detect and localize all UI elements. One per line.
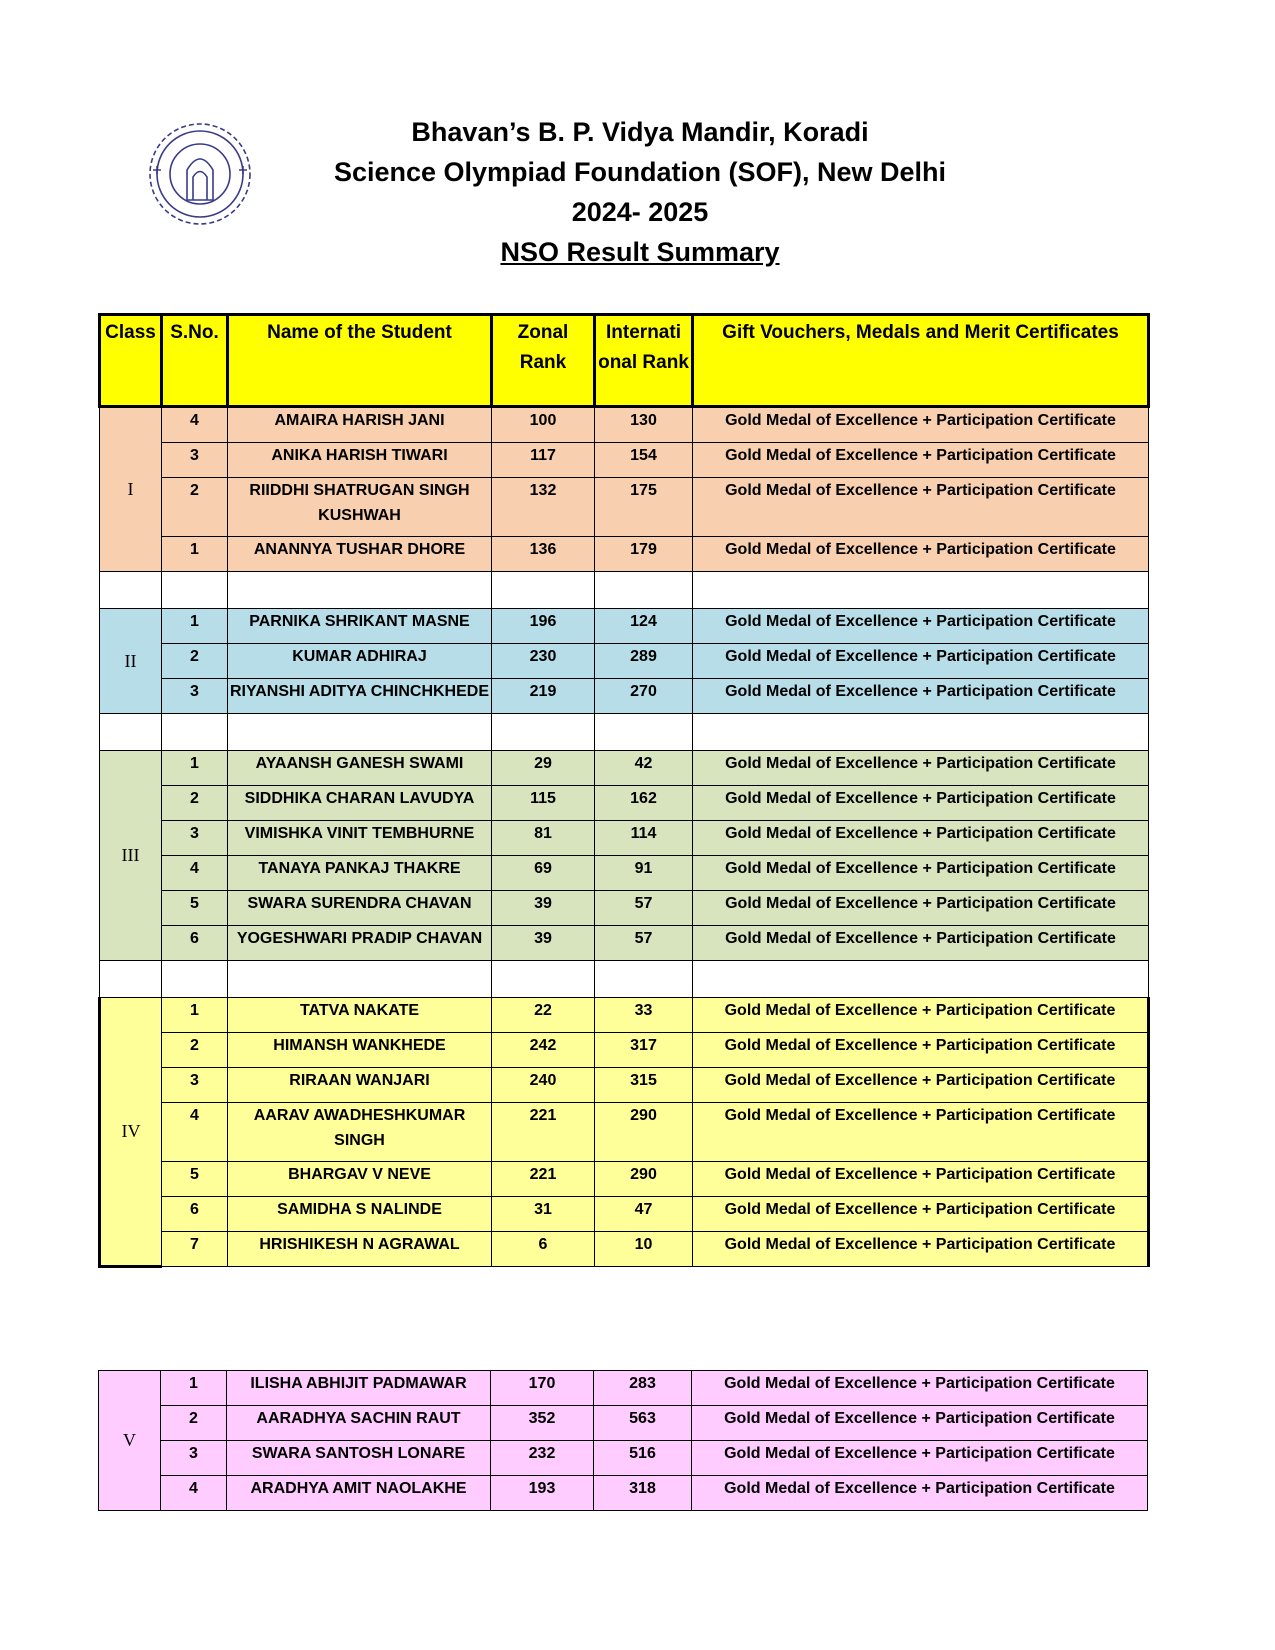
- table-row: [100, 998, 1149, 1033]
- table-row: [100, 1103, 1149, 1162]
- table-row: [100, 679, 1149, 714]
- zonal-rank: 115: [492, 786, 595, 821]
- table-row: [100, 751, 1149, 786]
- zonal-rank: 221: [492, 1103, 595, 1162]
- zonal-rank: 170: [491, 1371, 594, 1406]
- table-row: [100, 1197, 1149, 1232]
- student-name: RIRAAN WANJARI: [228, 1068, 492, 1103]
- zonal-rank: 232: [491, 1441, 594, 1476]
- award: Gold Medal of Excellence + Participation Certificate: [692, 1406, 1148, 1441]
- student-name: KUMAR ADHIRAJ: [228, 644, 492, 679]
- header-row: [100, 315, 1149, 407]
- international-rank: 289: [595, 644, 693, 679]
- international-rank: 91: [595, 856, 693, 891]
- zonal-rank: 39: [492, 926, 595, 961]
- serial-number: 3: [162, 1068, 228, 1103]
- serial-number: 1: [162, 998, 228, 1033]
- student-name: ANANNYA TUSHAR DHORE: [228, 537, 492, 572]
- serial-number: 2: [162, 644, 228, 679]
- award: Gold Medal of Excellence + Participation Certificate: [692, 1476, 1148, 1511]
- serial-number: 1: [161, 1371, 227, 1406]
- student-name: TATVA NAKATE: [228, 998, 492, 1033]
- serial-number: 4: [162, 407, 228, 443]
- international-rank: 175: [595, 478, 693, 537]
- table-row: [100, 891, 1149, 926]
- zonal-rank: 81: [492, 821, 595, 856]
- zonal-rank: 69: [492, 856, 595, 891]
- serial-number: 6: [162, 926, 228, 961]
- international-rank: 42: [595, 751, 693, 786]
- column-header-name: Name of the Student: [228, 315, 492, 407]
- international-rank: 162: [595, 786, 693, 821]
- column-header-zonal-rank: Zonal Rank: [492, 315, 595, 407]
- international-rank: 124: [595, 609, 693, 644]
- school-emblem-icon: [135, 122, 265, 226]
- zonal-rank: 29: [492, 751, 595, 786]
- results-table-class-v: [98, 1370, 1148, 1511]
- zonal-rank: 6: [492, 1232, 595, 1267]
- zonal-rank: 31: [492, 1197, 595, 1232]
- international-rank: 154: [595, 443, 693, 478]
- serial-number: 1: [162, 609, 228, 644]
- international-rank: 516: [594, 1441, 692, 1476]
- student-name: RIIDDHI SHATRUGAN SINGH KUSHWAH: [228, 478, 492, 537]
- international-rank: 270: [595, 679, 693, 714]
- international-rank: 317: [595, 1033, 693, 1068]
- column-header-class: Class: [100, 315, 162, 407]
- spacer-row: [100, 961, 1149, 998]
- column-header-international-rank: Internati onal Rank: [595, 315, 693, 407]
- table-row: [100, 1068, 1149, 1103]
- student-name: AARAV AWADHESHKUMAR SINGH: [228, 1103, 492, 1162]
- student-name: SWARA SURENDRA CHAVAN: [228, 891, 492, 926]
- student-name: AARADHYA SACHIN RAUT: [227, 1406, 491, 1441]
- document-header: [300, 112, 980, 272]
- class-label: III: [100, 751, 162, 961]
- table-row: [100, 609, 1149, 644]
- award: Gold Medal of Excellence + Participation Certificate: [693, 786, 1149, 821]
- spacer-row: [100, 572, 1149, 609]
- table-row: [100, 856, 1149, 891]
- student-name: ILISHA ABHIJIT PADMAWAR: [227, 1371, 491, 1406]
- award: Gold Medal of Excellence + Participation Certificate: [693, 537, 1149, 572]
- award: Gold Medal of Excellence + Participation Certificate: [693, 891, 1149, 926]
- column-header-sno: S.No.: [162, 315, 228, 407]
- zonal-rank: 242: [492, 1033, 595, 1068]
- table-row: [100, 644, 1149, 679]
- academic-year: 2024- 2025: [571, 197, 709, 227]
- serial-number: 3: [162, 821, 228, 856]
- spacer-row: [100, 714, 1149, 751]
- international-rank: 130: [595, 407, 693, 443]
- table-row: [99, 1371, 1148, 1406]
- student-name: HRISHIKESH N AGRAWAL: [228, 1232, 492, 1267]
- serial-number: 4: [162, 856, 228, 891]
- student-name: AYAANSH GANESH SWAMI: [228, 751, 492, 786]
- class-label: V: [99, 1371, 161, 1511]
- table-row: [99, 1441, 1148, 1476]
- serial-number: 2: [162, 478, 228, 537]
- serial-number: 5: [162, 1162, 228, 1197]
- serial-number: 5: [162, 891, 228, 926]
- serial-number: 1: [162, 537, 228, 572]
- table-row: [100, 1162, 1149, 1197]
- award: Gold Medal of Excellence + Participation Certificate: [693, 1232, 1149, 1267]
- student-name: AMAIRA HARISH JANI: [228, 407, 492, 443]
- zonal-rank: 136: [492, 537, 595, 572]
- award: Gold Medal of Excellence + Participation Certificate: [693, 1197, 1149, 1232]
- award: Gold Medal of Excellence + Participation Certificate: [693, 926, 1149, 961]
- serial-number: 3: [161, 1441, 227, 1476]
- award: Gold Medal of Excellence + Participation Certificate: [693, 644, 1149, 679]
- class-label: I: [100, 407, 162, 572]
- table-row: [100, 1232, 1149, 1267]
- award: Gold Medal of Excellence + Participation Certificate: [693, 751, 1149, 786]
- serial-number: 2: [161, 1406, 227, 1441]
- zonal-rank: 100: [492, 407, 595, 443]
- award: Gold Medal of Excellence + Participation Certificate: [693, 609, 1149, 644]
- zonal-rank: 196: [492, 609, 595, 644]
- zonal-rank: 221: [492, 1162, 595, 1197]
- serial-number: 6: [162, 1197, 228, 1232]
- award: Gold Medal of Excellence + Participation Certificate: [692, 1371, 1148, 1406]
- award: Gold Medal of Excellence + Participation Certificate: [693, 821, 1149, 856]
- award: Gold Medal of Excellence + Participation Certificate: [693, 1033, 1149, 1068]
- zonal-rank: 352: [491, 1406, 594, 1441]
- student-name: HIMANSH WANKHEDE: [228, 1033, 492, 1068]
- student-name: VIMISHKA VINIT TEMBHURNE: [228, 821, 492, 856]
- award: Gold Medal of Excellence + Participation Certificate: [692, 1441, 1148, 1476]
- international-rank: 47: [595, 1197, 693, 1232]
- table-row: [100, 926, 1149, 961]
- column-header-awards: Gift Vouchers, Medals and Merit Certificates: [693, 315, 1149, 407]
- award: Gold Medal of Excellence + Participation Certificate: [693, 443, 1149, 478]
- class-label: II: [100, 609, 162, 714]
- international-rank: 563: [594, 1406, 692, 1441]
- zonal-rank: 230: [492, 644, 595, 679]
- student-name: ARADHYA AMIT NAOLAKHE: [227, 1476, 491, 1511]
- serial-number: 4: [162, 1103, 228, 1162]
- student-name: SIDDHIKA CHARAN LAVUDYA: [228, 786, 492, 821]
- foundation-name: Science Olympiad Foundation (SOF), New Delhi: [333, 157, 947, 187]
- summary-title: NSO Result Summary: [500, 237, 780, 267]
- table-row: [100, 478, 1149, 537]
- serial-number: 3: [162, 679, 228, 714]
- student-name: RIYANSHI ADITYA CHINCHKHEDE: [228, 679, 492, 714]
- award: Gold Medal of Excellence + Participation Certificate: [693, 1068, 1149, 1103]
- award: Gold Medal of Excellence + Participation Certificate: [693, 1162, 1149, 1197]
- student-name: PARNIKA SHRIKANT MASNE: [228, 609, 492, 644]
- student-name: YOGESHWARI PRADIP CHAVAN: [228, 926, 492, 961]
- table-row: [100, 821, 1149, 856]
- serial-number: 2: [162, 786, 228, 821]
- international-rank: 114: [595, 821, 693, 856]
- table-row: [100, 443, 1149, 478]
- zonal-rank: 132: [492, 478, 595, 537]
- student-name: TANAYA PANKAJ THAKRE: [228, 856, 492, 891]
- student-name: ANIKA HARISH TIWARI: [228, 443, 492, 478]
- student-name: SAMIDHA S NALINDE: [228, 1197, 492, 1232]
- class-label: IV: [100, 998, 162, 1267]
- international-rank: 10: [595, 1232, 693, 1267]
- award: Gold Medal of Excellence + Participation Certificate: [693, 679, 1149, 714]
- award: Gold Medal of Excellence + Participation Certificate: [693, 478, 1149, 537]
- international-rank: 290: [595, 1103, 693, 1162]
- zonal-rank: 219: [492, 679, 595, 714]
- international-rank: 57: [595, 891, 693, 926]
- student-name: BHARGAV V NEVE: [228, 1162, 492, 1197]
- serial-number: 7: [162, 1232, 228, 1267]
- table-row: [100, 786, 1149, 821]
- zonal-rank: 193: [491, 1476, 594, 1511]
- table-row: [100, 537, 1149, 572]
- serial-number: 3: [162, 443, 228, 478]
- international-rank: 315: [595, 1068, 693, 1103]
- award: Gold Medal of Excellence + Participation Certificate: [693, 1103, 1149, 1162]
- award: Gold Medal of Excellence + Participation Certificate: [693, 407, 1149, 443]
- zonal-rank: 39: [492, 891, 595, 926]
- table-row: [99, 1476, 1148, 1511]
- school-name: Bhavan’s B. P. Vidya Mandir, Koradi: [411, 117, 869, 147]
- serial-number: 1: [162, 751, 228, 786]
- zonal-rank: 117: [492, 443, 595, 478]
- award: Gold Medal of Excellence + Participation Certificate: [693, 998, 1149, 1033]
- table-row: [99, 1406, 1148, 1441]
- international-rank: 318: [594, 1476, 692, 1511]
- international-rank: 57: [595, 926, 693, 961]
- results-table: [98, 313, 1150, 1268]
- serial-number: 2: [162, 1033, 228, 1068]
- international-rank: 290: [595, 1162, 693, 1197]
- zonal-rank: 22: [492, 998, 595, 1033]
- international-rank: 179: [595, 537, 693, 572]
- zonal-rank: 240: [492, 1068, 595, 1103]
- table-row: [100, 407, 1149, 443]
- serial-number: 4: [161, 1476, 227, 1511]
- table-row: [100, 1033, 1149, 1068]
- award: Gold Medal of Excellence + Participation Certificate: [693, 856, 1149, 891]
- international-rank: 283: [594, 1371, 692, 1406]
- international-rank: 33: [595, 998, 693, 1033]
- student-name: SWARA SANTOSH LONARE: [227, 1441, 491, 1476]
